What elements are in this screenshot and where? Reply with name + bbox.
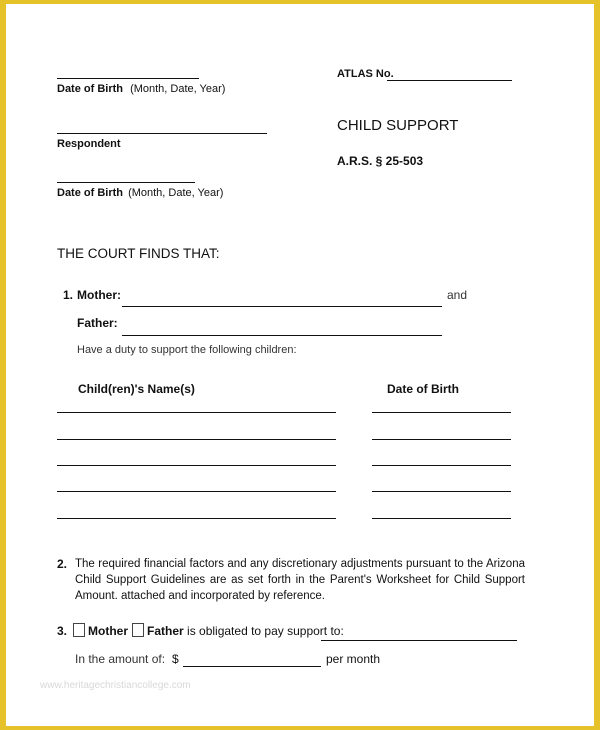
mother-name-field[interactable] [122,306,442,307]
item-2-text: The required financial factors and any discretionary adjustments pursuant to the Arizona Child Support Guidelines are as set forth in the Parent's Worksheet for Child Support Amount. attached and incorporated by reference. [75,558,525,602]
father-label: Father: [77,316,118,330]
mother-checkbox[interactable] [73,623,85,637]
amount-label: In the amount of: [75,652,166,666]
child-dob-field-3[interactable] [372,465,511,466]
form-page [6,4,594,726]
atlas-number-field[interactable] [387,80,512,81]
court-finds-heading: THE COURT FINDS THAT: [57,246,220,261]
atlas-label: ATLAS No. [337,68,394,80]
watermark-text: www.heritagechristiancollege.com [40,680,191,691]
support-recipient-field[interactable] [321,640,517,641]
child-dob-field-5[interactable] [372,518,511,519]
form-title: CHILD SUPPORT [337,117,459,134]
mother-option-label: Mother [88,624,128,638]
mother-label: Mother: [77,288,121,302]
child-dob-field-2[interactable] [372,439,511,440]
currency-symbol: $ [172,652,179,666]
child-name-field-4[interactable] [57,491,336,492]
dob-label-1: Date of Birth (Month, Date, Year) [57,83,226,95]
child-name-field-5[interactable] [57,518,336,519]
father-name-field[interactable] [122,335,442,336]
respondent-line[interactable] [57,133,267,134]
child-dob-field-4[interactable] [372,491,511,492]
per-month-label: per month [326,652,381,666]
father-obligation [147,624,344,638]
father-checkbox[interactable] [132,623,144,637]
item-1-number: 1. [63,288,74,302]
child-name-field-1[interactable] [57,412,336,413]
item-3-number: 3. [57,624,68,638]
item-2-number: 2. [57,557,68,571]
dob-label-2: Date of Birth (Month, Date, Year) [57,187,224,199]
child-dob-field-1[interactable] [372,412,511,413]
dob-line-2[interactable] [57,182,195,183]
and-label: and [447,288,468,302]
child-name-field-3[interactable] [57,465,336,466]
dob-line-1[interactable] [57,78,199,79]
children-column-header: Child(ren)'s Name(s) [78,382,195,396]
statute: A.R.S. § 25-503 [337,154,424,168]
obligated-text: is obligated to pay support to: [187,624,344,638]
father-option-label: Father [147,624,184,638]
child-name-field-2[interactable] [57,439,336,440]
duty-text: Have a duty to support the following children: [77,344,297,356]
dob-hint-1: (Month, Date, Year) [130,83,226,95]
dob-column-header: Date of Birth [387,382,459,396]
dob-hint-2: (Month, Date, Year) [128,187,224,199]
respondent-label: Respondent [57,138,121,150]
amount-field[interactable] [183,666,321,667]
